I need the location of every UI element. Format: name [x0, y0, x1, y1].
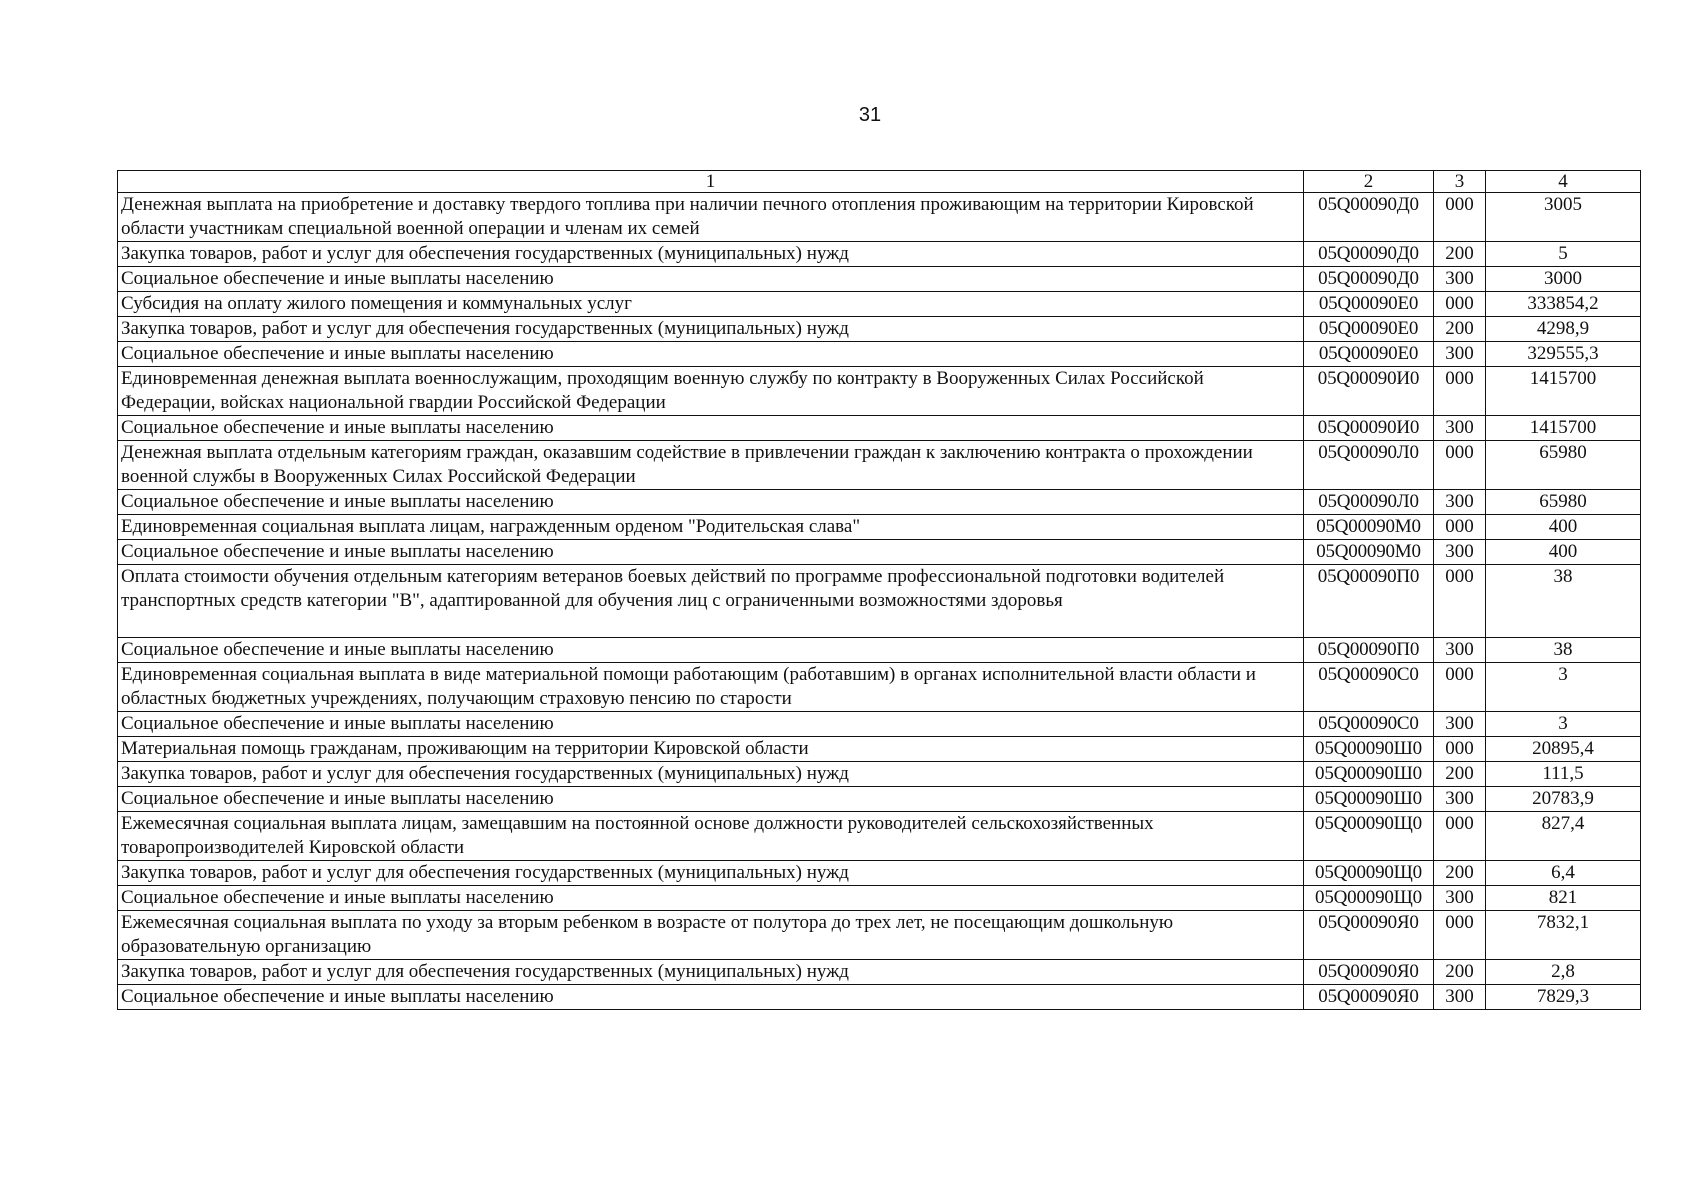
- table-row: [118, 515, 1641, 540]
- row-code-cell: 05Q00090Д0: [1304, 193, 1434, 242]
- row-amount-cell: 4298,9: [1486, 317, 1641, 342]
- row-expense-type-cell: 300: [1434, 490, 1486, 515]
- row-name-cell: Ежемесячная социальная выплата лицам, замещавшим на постоянной основе должности руководителей сельскохозяйственных товаропроизводителей Кировской области: [118, 812, 1304, 861]
- row-name-cell: Денежная выплата на приобретение и доставку твердого топлива при наличии печного отопления проживающим на территории Кировской области участникам специальной военной операции и членам их семей: [118, 193, 1304, 242]
- row-name-cell: Социальное обеспечение и иные выплаты населению: [118, 638, 1304, 663]
- table-row: [118, 787, 1641, 812]
- row-expense-type-cell: 200: [1434, 762, 1486, 787]
- row-code-cell: 05Q00090С0: [1304, 663, 1434, 712]
- row-code-cell: 05Q00090Д0: [1304, 267, 1434, 292]
- row-amount-cell: 827,4: [1486, 812, 1641, 861]
- row-expense-type-cell: 200: [1434, 861, 1486, 886]
- header-col-2: 2: [1304, 171, 1434, 193]
- row-code-cell: 05Q00090Л0: [1304, 490, 1434, 515]
- table-row: [118, 762, 1641, 787]
- table-row: [118, 490, 1641, 515]
- row-code-cell: 05Q00090Щ0: [1304, 812, 1434, 861]
- table-row: [118, 242, 1641, 267]
- budget-table: [117, 170, 1641, 1010]
- table-row: [118, 911, 1641, 960]
- row-name-cell: Социальное обеспечение и иные выплаты населению: [118, 540, 1304, 565]
- row-amount-cell: 3: [1486, 712, 1641, 737]
- row-name-cell: Социальное обеспечение и иные выплаты населению: [118, 490, 1304, 515]
- row-code-cell: 05Q00090Я0: [1304, 985, 1434, 1010]
- row-expense-type-cell: 000: [1434, 812, 1486, 861]
- row-amount-cell: 5: [1486, 242, 1641, 267]
- header-col-4: 4: [1486, 171, 1641, 193]
- row-name-cell: Социальное обеспечение и иные выплаты населению: [118, 886, 1304, 911]
- row-name-cell: Единовременная социальная выплата в виде материальной помощи работающим (работавшим) в органах исполнительной власти области и областных бюджетных учреждениях, получающим страховую пенсию по старости: [118, 663, 1304, 712]
- row-amount-cell: 111,5: [1486, 762, 1641, 787]
- row-expense-type-cell: 000: [1434, 737, 1486, 762]
- row-code-cell: 05Q00090Д0: [1304, 242, 1434, 267]
- table-row: [118, 342, 1641, 367]
- table-body: [118, 193, 1641, 1010]
- table-row: [118, 317, 1641, 342]
- row-code-cell: 05Q00090Ш0: [1304, 762, 1434, 787]
- table-row: [118, 193, 1641, 242]
- row-amount-cell: 1415700: [1486, 416, 1641, 441]
- row-code-cell: 05Q00090Щ0: [1304, 886, 1434, 911]
- row-amount-cell: 821: [1486, 886, 1641, 911]
- row-expense-type-cell: 000: [1434, 367, 1486, 416]
- row-amount-cell: 65980: [1486, 441, 1641, 490]
- row-name-cell: Закупка товаров, работ и услуг для обеспечения государственных (муниципальных) нужд: [118, 960, 1304, 985]
- row-code-cell: 05Q00090Ш0: [1304, 787, 1434, 812]
- row-expense-type-cell: 200: [1434, 960, 1486, 985]
- row-amount-cell: 3000: [1486, 267, 1641, 292]
- row-code-cell: 05Q00090Л0: [1304, 441, 1434, 490]
- row-name-cell: Социальное обеспечение и иные выплаты населению: [118, 342, 1304, 367]
- row-expense-type-cell: 300: [1434, 638, 1486, 663]
- row-amount-cell: 20783,9: [1486, 787, 1641, 812]
- table-row: [118, 565, 1641, 638]
- row-expense-type-cell: 300: [1434, 787, 1486, 812]
- row-expense-type-cell: 300: [1434, 267, 1486, 292]
- row-expense-type-cell: 000: [1434, 193, 1486, 242]
- page-number: 31: [858, 104, 882, 126]
- row-name-cell: Закупка товаров, работ и услуг для обеспечения государственных (муниципальных) нужд: [118, 762, 1304, 787]
- table-row: [118, 886, 1641, 911]
- row-code-cell: 05Q00090Я0: [1304, 960, 1434, 985]
- row-amount-cell: 7829,3: [1486, 985, 1641, 1010]
- row-name-cell: Закупка товаров, работ и услуг для обеспечения государственных (муниципальных) нужд: [118, 861, 1304, 886]
- row-expense-type-cell: 300: [1434, 342, 1486, 367]
- row-amount-cell: 65980: [1486, 490, 1641, 515]
- row-amount-cell: 38: [1486, 565, 1641, 638]
- row-name-cell: Субсидия на оплату жилого помещения и коммунальных услуг: [118, 292, 1304, 317]
- row-code-cell: 05Q00090И0: [1304, 416, 1434, 441]
- row-code-cell: 05Q00090М0: [1304, 515, 1434, 540]
- row-expense-type-cell: 000: [1434, 441, 1486, 490]
- row-code-cell: 05Q00090Е0: [1304, 317, 1434, 342]
- row-code-cell: 05Q00090Щ0: [1304, 861, 1434, 886]
- row-code-cell: 05Q00090П0: [1304, 638, 1434, 663]
- row-name-cell: Оплата стоимости обучения отдельным категориям ветеранов боевых действий по программе профессиональной подготовки водителей транспортных средств категории "B", адаптированной для обучения лиц с ограниченными возможностями здоровья: [118, 565, 1304, 638]
- row-expense-type-cell: 200: [1434, 242, 1486, 267]
- row-code-cell: 05Q00090И0: [1304, 367, 1434, 416]
- row-name-cell: Закупка товаров, работ и услуг для обеспечения государственных (муниципальных) нужд: [118, 317, 1304, 342]
- row-amount-cell: 2,8: [1486, 960, 1641, 985]
- table-row: [118, 267, 1641, 292]
- table-row: [118, 985, 1641, 1010]
- row-name-cell: Закупка товаров, работ и услуг для обеспечения государственных (муниципальных) нужд: [118, 242, 1304, 267]
- row-code-cell: 05Q00090Ш0: [1304, 737, 1434, 762]
- row-code-cell: 05Q00090Я0: [1304, 911, 1434, 960]
- row-name-cell: Денежная выплата отдельным категориям граждан, оказавшим содействие в привлечении граждан к заключению контракта о прохождении военной службы в Вооруженных Силах Российской Федерации: [118, 441, 1304, 490]
- row-expense-type-cell: 300: [1434, 416, 1486, 441]
- table-row: [118, 712, 1641, 737]
- row-code-cell: 05Q00090П0: [1304, 565, 1434, 638]
- row-amount-cell: 333854,2: [1486, 292, 1641, 317]
- row-name-cell: Социальное обеспечение и иные выплаты населению: [118, 985, 1304, 1010]
- row-expense-type-cell: 000: [1434, 515, 1486, 540]
- row-code-cell: 05Q00090Е0: [1304, 292, 1434, 317]
- row-code-cell: 05Q00090Е0: [1304, 342, 1434, 367]
- row-amount-cell: 20895,4: [1486, 737, 1641, 762]
- row-name-cell: Социальное обеспечение и иные выплаты населению: [118, 267, 1304, 292]
- row-code-cell: 05Q00090М0: [1304, 540, 1434, 565]
- table-row: [118, 441, 1641, 490]
- row-amount-cell: 38: [1486, 638, 1641, 663]
- table-row: [118, 292, 1641, 317]
- row-name-cell: Социальное обеспечение и иные выплаты населению: [118, 712, 1304, 737]
- table-row: [118, 812, 1641, 861]
- row-name-cell: Социальное обеспечение и иные выплаты населению: [118, 787, 1304, 812]
- row-amount-cell: 3: [1486, 663, 1641, 712]
- row-amount-cell: 400: [1486, 540, 1641, 565]
- row-amount-cell: 400: [1486, 515, 1641, 540]
- header-col-1: 1: [118, 171, 1304, 193]
- table-row: [118, 367, 1641, 416]
- row-expense-type-cell: 200: [1434, 317, 1486, 342]
- table-row: [118, 960, 1641, 985]
- row-expense-type-cell: 300: [1434, 712, 1486, 737]
- row-name-cell: Единовременная социальная выплата лицам, награжденным орденом "Родительская слава": [118, 515, 1304, 540]
- table-row: [118, 416, 1641, 441]
- row-amount-cell: 3005: [1486, 193, 1641, 242]
- table-row: [118, 861, 1641, 886]
- row-expense-type-cell: 000: [1434, 911, 1486, 960]
- row-expense-type-cell: 000: [1434, 565, 1486, 638]
- row-expense-type-cell: 300: [1434, 985, 1486, 1010]
- row-name-cell: Социальное обеспечение и иные выплаты населению: [118, 416, 1304, 441]
- table-row: [118, 737, 1641, 762]
- row-name-cell: Единовременная денежная выплата военнослужащим, проходящим военную службу по контракту в Вооруженных Силах Российской Федерации, войсках национальной гвардии Российской Федерации: [118, 367, 1304, 416]
- row-name-cell: Материальная помощь гражданам, проживающим на территории Кировской области: [118, 737, 1304, 762]
- row-expense-type-cell: 300: [1434, 540, 1486, 565]
- row-expense-type-cell: 300: [1434, 886, 1486, 911]
- row-amount-cell: 6,4: [1486, 861, 1641, 886]
- row-amount-cell: 7832,1: [1486, 911, 1641, 960]
- row-expense-type-cell: 000: [1434, 663, 1486, 712]
- row-name-cell: Ежемесячная социальная выплата по уходу за вторым ребенком в возрасте от полутора до трех лет, не посещающим дошкольную образовательную организацию: [118, 911, 1304, 960]
- row-code-cell: 05Q00090С0: [1304, 712, 1434, 737]
- row-expense-type-cell: 000: [1434, 292, 1486, 317]
- table-row: [118, 638, 1641, 663]
- table-row: [118, 540, 1641, 565]
- row-amount-cell: 329555,3: [1486, 342, 1641, 367]
- row-amount-cell: 1415700: [1486, 367, 1641, 416]
- table-row: [118, 663, 1641, 712]
- header-col-3: 3: [1434, 171, 1486, 193]
- header-row: [118, 171, 1641, 193]
